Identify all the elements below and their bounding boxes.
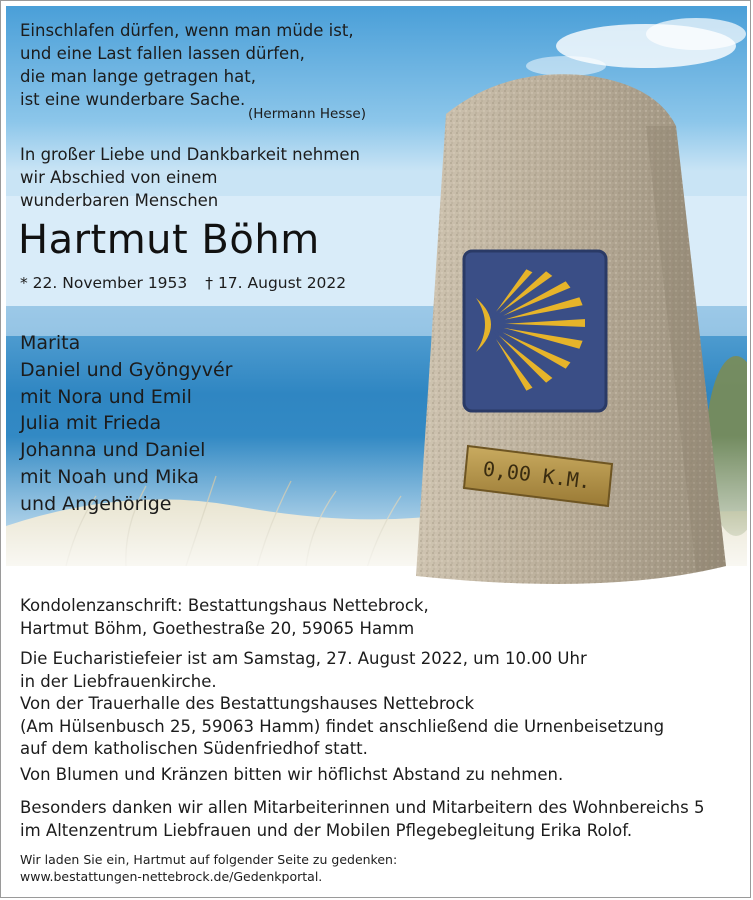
condolence-address <box>20 595 429 640</box>
family-member: und Angehörige <box>20 492 172 515</box>
family-member: mit Noah und Mika <box>20 465 200 488</box>
thanks-line: im Altenzentrum Liebfrauen und der Mobilen Pflegebegleitung Erika Rolof. <box>20 820 633 840</box>
condolence-line: Hartmut Böhm, Goethestraße 20, 59065 Hamm <box>20 618 415 638</box>
condolence-line: Kondolenzanschrift: Bestattungshaus Nettebrock, <box>20 596 429 615</box>
mass-line: Die Eucharistiefeier ist am Samstag, 27. August 2022, um 10.00 Uhr <box>20 649 587 668</box>
mass-line: (Am Hülsenbusch 25, 59063 Hamm) findet anschließend die Urnenbeisetzung <box>20 716 665 736</box>
mass-line: auf dem katholischen Südenfriedhof statt. <box>20 739 368 758</box>
thanks-note <box>20 797 704 842</box>
invite-line: Wir laden Sie ein, Hartmut auf folgender Seite zu gedenken: <box>20 852 398 867</box>
quote-line: ist eine wunderbare Sache. <box>20 90 246 109</box>
death-date: † 17. August 2022 <box>205 274 347 292</box>
quote-line: die man lange getragen hat, <box>20 67 256 86</box>
milestone-plate-text: 0,00 K.M. <box>481 456 593 494</box>
quote-author: (Hermann Hesse) <box>248 106 366 122</box>
family-member: Julia mit Frieda <box>20 412 162 435</box>
memorial-invite <box>20 851 397 885</box>
flowers-note: Von Blumen und Kränzen bitten wir höflichst Abstand zu nehmen. <box>20 765 564 784</box>
life-dates <box>20 274 346 292</box>
thanks-line: Besonders danken wir allen Mitarbeiterinnen und Mitarbeitern des Wohnbereichs 5 <box>20 798 705 817</box>
intro <box>20 143 360 212</box>
mass-line: in der Liebfrauenkirche. <box>20 671 217 691</box>
quote-line: und eine Last fallen lassen dürfen, <box>20 44 305 63</box>
scallop-shell-icon <box>464 251 606 411</box>
family-list <box>20 330 232 518</box>
memorial-link[interactable]: www.bestattungen-nettebrock.de/Gedenkportal. <box>20 869 323 884</box>
intro-line: wunderbaren Menschen <box>20 191 219 210</box>
quote-line: Einschlafen dürfen, wenn man müde ist, <box>20 21 354 40</box>
mass-info <box>20 648 664 761</box>
family-member: Johanna und Daniel <box>20 439 206 462</box>
deceased-name: Hartmut Böhm <box>18 217 320 263</box>
birth-date: * 22. November 1953 <box>20 274 188 292</box>
intro-line: In großer Liebe und Dankbarkeit nehmen <box>20 145 360 164</box>
family-member: Marita <box>20 332 81 354</box>
intro-line: wir Abschied von einem <box>20 168 218 187</box>
quote <box>20 19 354 111</box>
family-member: Daniel und Gyöngyvér <box>20 358 233 381</box>
family-member: mit Nora und Emil <box>20 385 192 408</box>
mass-line: Von der Trauerhalle des Bestattungshauses Nettebrock <box>20 694 475 713</box>
